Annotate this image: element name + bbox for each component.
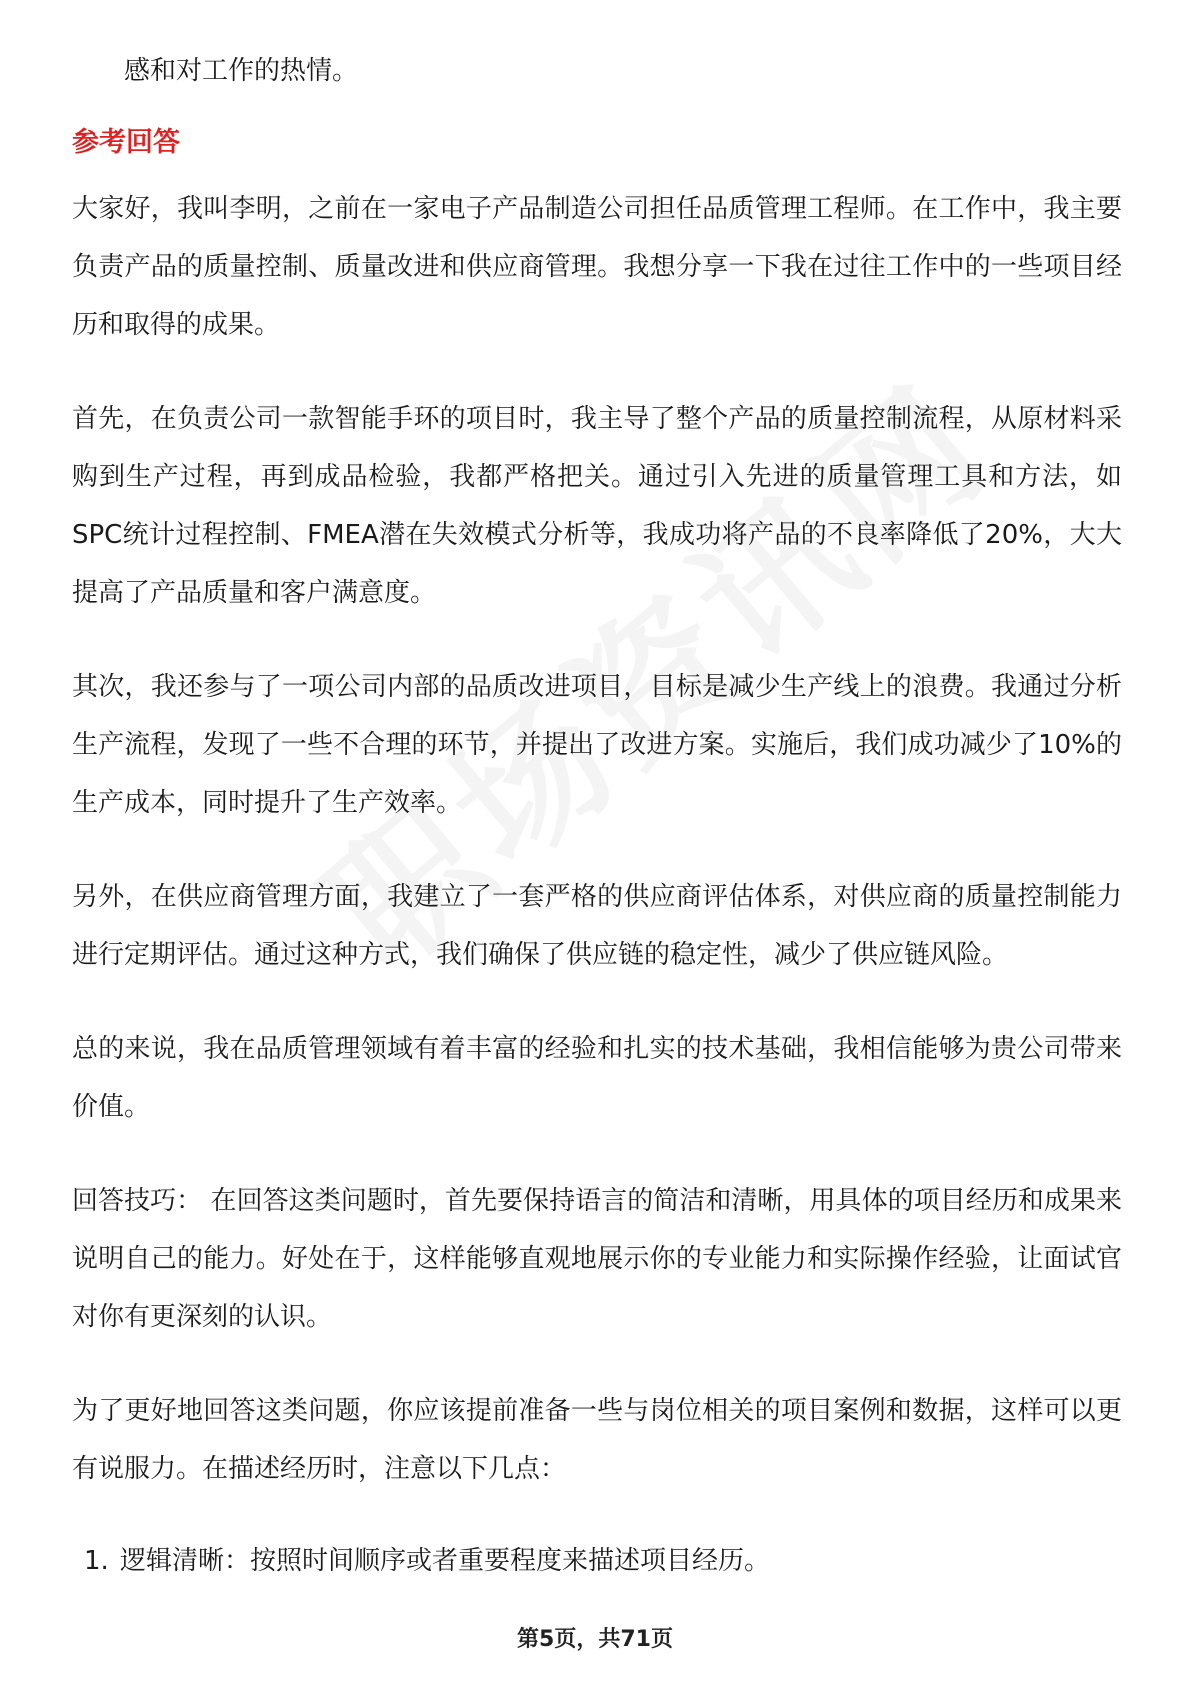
paragraph-first: 首先，在负责公司一款智能手环的项目时，我主导了整个产品的质量控制流程，从原材料采购到生产过程，再到成品检验，我都严格把关。通过引入先进的质量管理工具和方法，如SPC统计过程控制、FMEA潜在失效模式分析等，我成功将产品的不良率降低了20%，大大提高了产品质量和客户满意度。 [72,404,1122,608]
paragraph-intro: 大家好，我叫李明，之前在一家电子产品制造公司担任品质管理工程师。在工作中，我主要负责产品的质量控制、质量改进和供应商管理。我想分享一下我在过往工作中的一些项目经历和取得的成果。 [72,194,1122,340]
tips-list [72,1534,1122,1588]
list-item-text: 逻辑清晰：按照时间顺序或者重要程度来描述项目经历。 [120,1546,771,1576]
continuation-text: 感和对工作的热情。 [124,56,359,86]
page-footer: 第5页，共71页 [517,1627,673,1652]
page-content [72,44,1122,1588]
paragraph-supplier: 另外，在供应商管理方面，我建立了一套严格的供应商评估体系，对供应商的质量控制能力进行定期评估。通过这种方式，我们确保了供应链的稳定性，减少了供应链风险。 [72,882,1122,970]
paragraph-second: 其次，我还参与了一项公司内部的品质改进项目，目标是减少生产线上的浪费。我通过分析生产流程，发现了一些不合理的环节，并提出了改进方案。实施后，我们成功减少了10%的生产成本，同时提升了生产效率。 [72,672,1122,818]
list-item [84,1534,1122,1588]
list-item-number: 1. [84,1546,109,1576]
paragraph-tips: 回答技巧： 在回答这类问题时，首先要保持语言的简洁和清晰，用具体的项目经历和成果来说明自己的能力。好处在于，这样能够直观地展示你的专业能力和实际操作经验，让面试官对你有更深刻的认识。 [72,1186,1122,1332]
paragraph-summary: 总的来说，我在品质管理领域有着丰富的经验和扎实的技术基础，我相信能够为贵公司带来价值。 [72,1034,1122,1122]
paragraph-prepare: 为了更好地回答这类问题，你应该提前准备一些与岗位相关的项目案例和数据，这样可以更有说服力。在描述经历时，注意以下几点： [72,1396,1122,1484]
section-heading: 参考回答 [72,127,180,158]
